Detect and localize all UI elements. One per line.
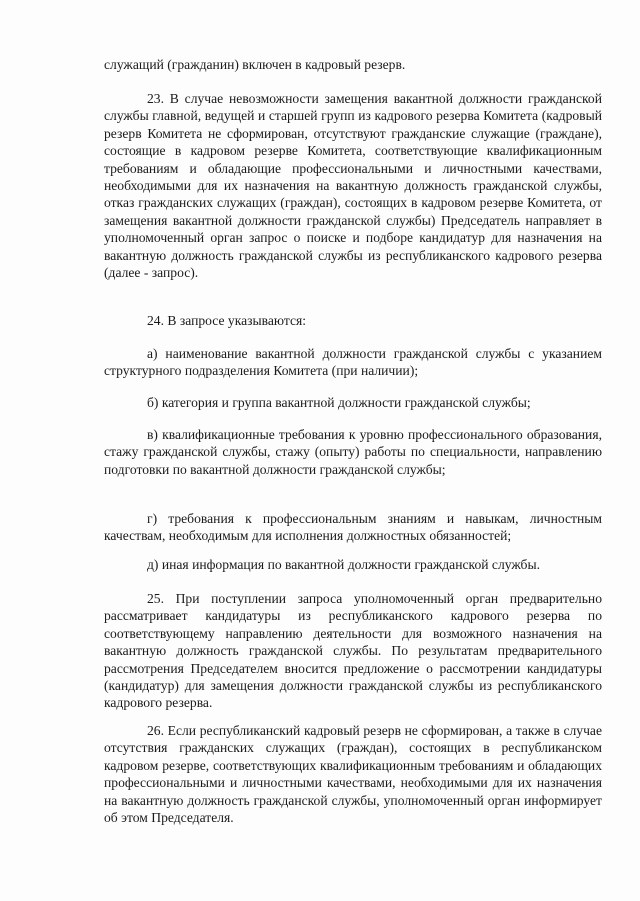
paragraph-23: 23. В случае невозможности замещения вакантной должности гражданской службы главной, ведущей и старшей групп из кадрового резерва Комитета (кадровый резерв Комитета не сформирован, отсутствуют гражданские служащие (граждане), состоящие в кадровом резерве Комитета, соответствующие квалификационным требованиям и обладающие профессиональными и личностными качествами, необходимыми для их назначения на вакантную должность гражданской службы, отказ гражданских служащих (граждан), состоящих в кадровом резерве Комитета, от замещения вакантной должности гражданской службы) Председатель направляет в уполномоченный орган запрос о поиске и подборе кандидатур для назначения на вакантную должность гражданской службы из республиканского кадрового резерва (далее - запрос). — [104, 91, 602, 281]
paragraph-continuation: служащий (гражданин) включен в кадровый резерв. — [104, 57, 406, 72]
list-item-g: г) требования к профессиональным знаниям и навыкам, личностным качествам, необходимым для исполнения должностных обязанностей; — [104, 511, 602, 544]
paragraph-25: 25. При поступлении запроса уполномоченный орган предварительно рассматривает кандидатуры из республиканского кадрового резерва по соответствующему направлению деятельности для возможного назначения на вакантную должность гражданской службы. По результатам предварительного рассмотрения Председателем вносится предложение о рассмотрении кандидатуры (кандидатур) для замещения должности гражданской службы из республиканского кадрового резерва. — [104, 591, 602, 711]
list-item-d: д) иная информация по вакантной должности гражданской службы. — [147, 557, 541, 572]
paragraph-24: 24. В запросе указываются: — [147, 313, 307, 328]
list-item-v: в) квалификационные требования к уровню профессионального образования, стажу гражданской службы, стажу (опыту) работы по специальности, направлению подготовки по вакантной должности гражданской службы; — [104, 427, 602, 477]
list-item-a: а) наименование вакантной должности гражданской службы с указанием структурного подразделения Комитета (при наличии); — [104, 346, 602, 379]
paragraph-26: 26. Если республиканский кадровый резерв не сформирован, а также в случае отсутствия гражданских служащих (граждан), состоящих в республиканском кадровом резерве, соответствующих квалификационным требованиям и обладающих профессиональными и личностными качествами, необходимыми для их назначения на вакантную должность гражданской службы, уполномоченный орган информирует об этом Председателя. — [104, 723, 602, 826]
list-item-b: б) категория и группа вакантной должности гражданской службы; — [147, 395, 531, 410]
